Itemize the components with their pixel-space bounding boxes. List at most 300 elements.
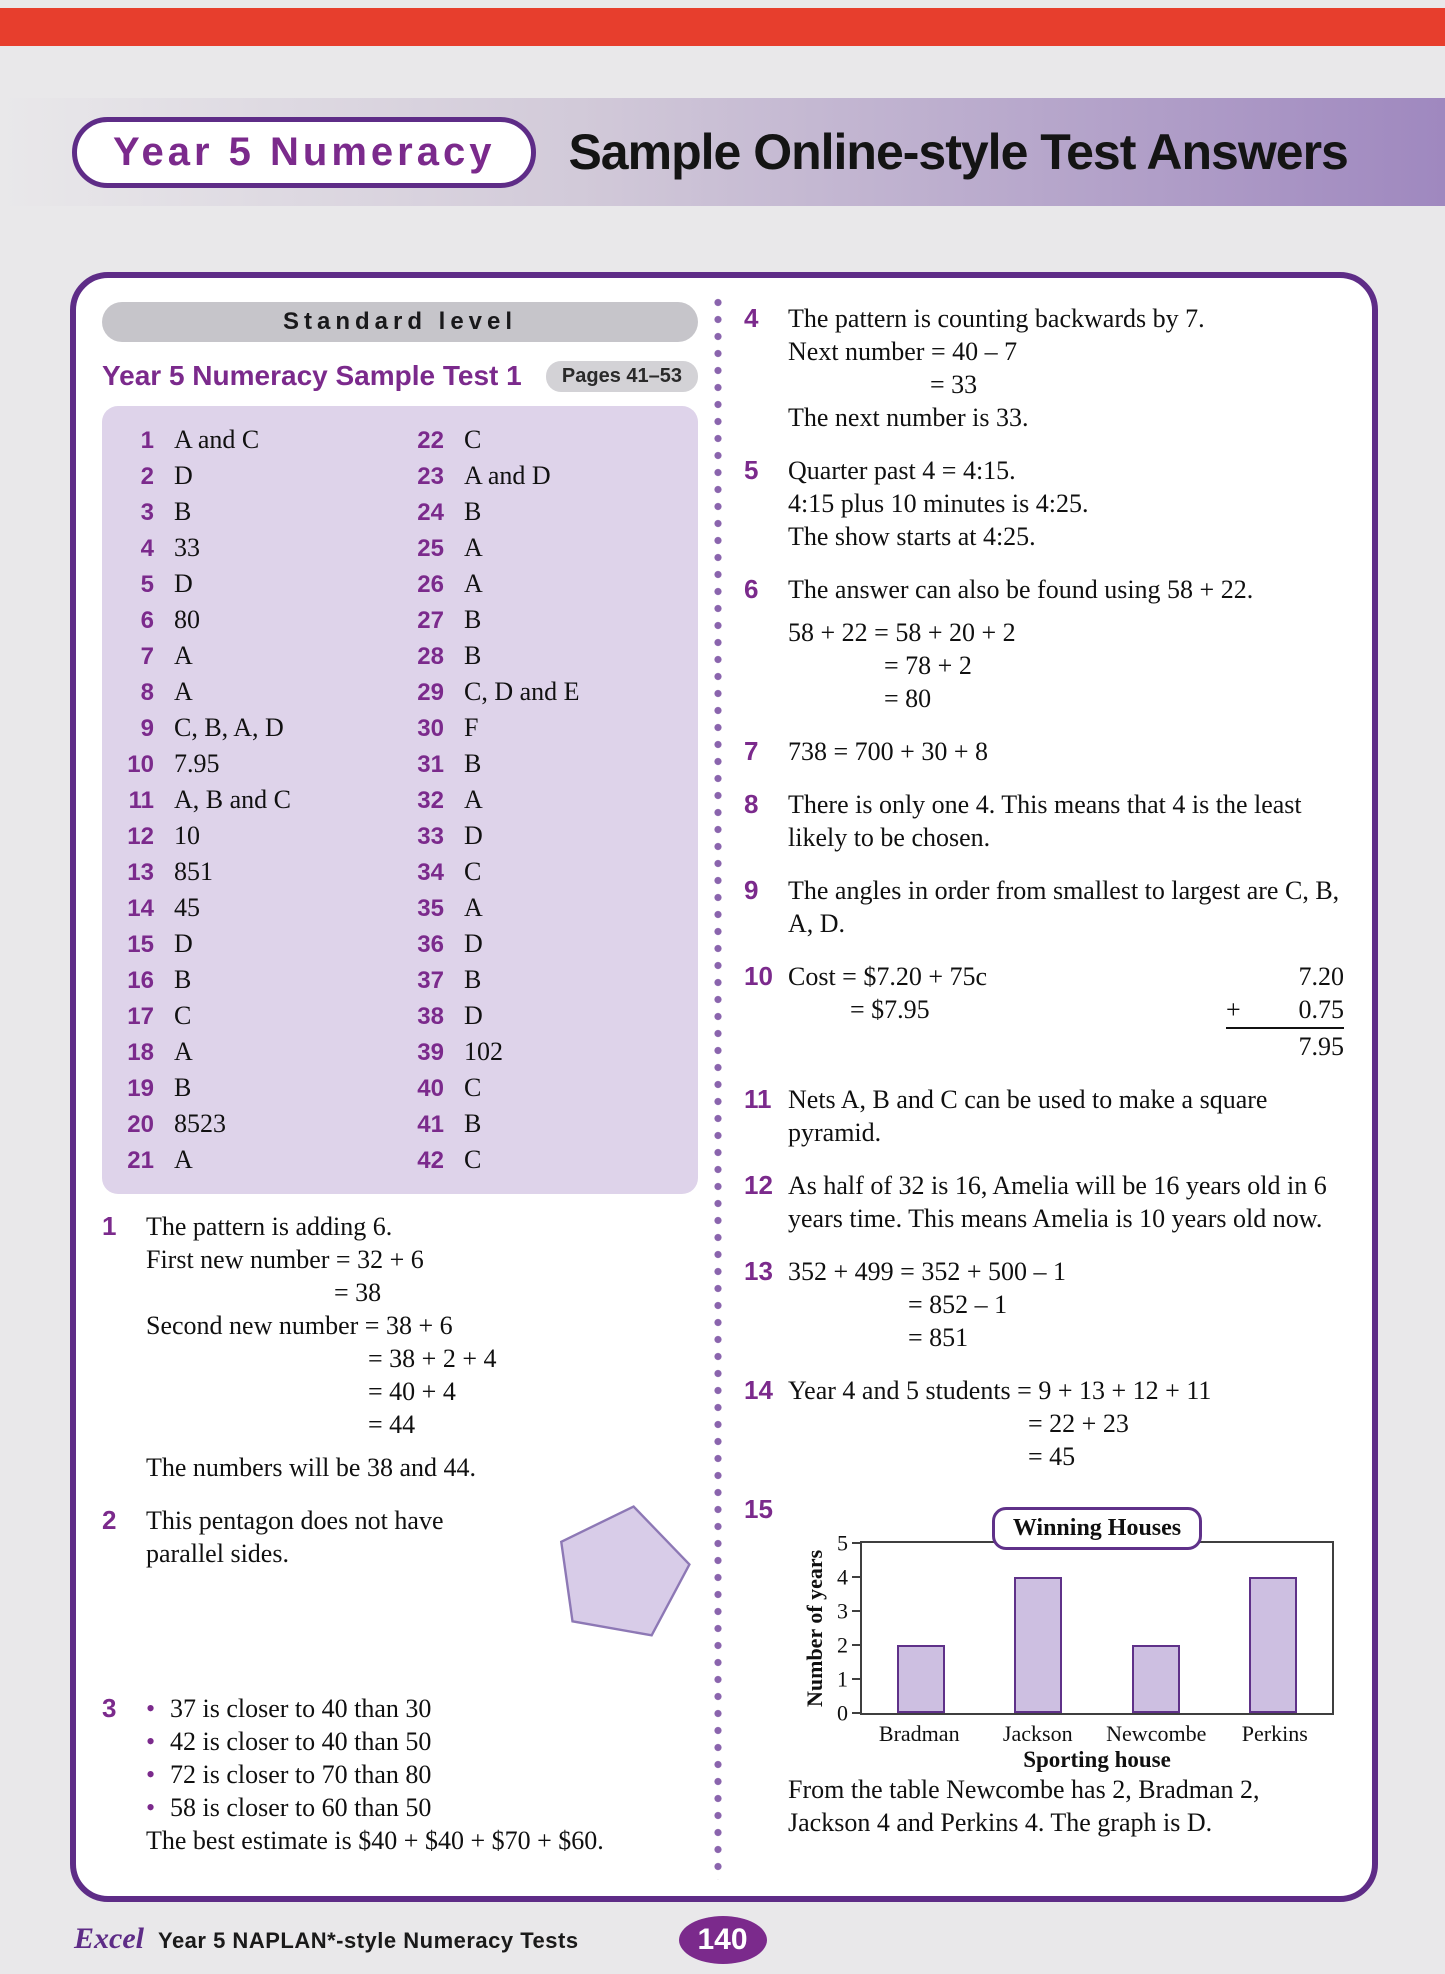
answer-value: 8523	[174, 1109, 226, 1138]
bullet-icon: •	[146, 1793, 156, 1822]
answer-value: D	[174, 569, 193, 598]
chart-plot-area	[837, 1530, 1334, 1726]
addend-2: 0.75	[1298, 995, 1344, 1024]
solution-line	[146, 1342, 698, 1375]
answer-value: B	[464, 605, 482, 634]
solution-10	[744, 960, 1344, 1063]
page-title: Sample Online-style Test Answers	[568, 124, 1348, 180]
answer-number: 10	[127, 751, 154, 778]
solution-line	[146, 1408, 698, 1441]
solution-body	[788, 960, 1344, 1063]
answer-number: 37	[417, 967, 444, 994]
answer-number: 15	[127, 931, 154, 958]
answer-value: B	[174, 965, 192, 994]
answer-number: 39	[417, 1039, 444, 1066]
solution-number: 7	[744, 736, 759, 766]
y-tick-label: 4	[837, 1564, 848, 1590]
answer-value: D	[464, 929, 483, 958]
solution-11	[744, 1083, 1344, 1149]
answer-row	[402, 962, 692, 998]
solution-text: Next number = 40 – 7	[788, 337, 1018, 366]
pentagon-icon	[546, 1496, 698, 1648]
solution-text: = 44	[368, 1410, 416, 1439]
answer-number: 28	[417, 643, 444, 670]
solution-line	[788, 735, 1344, 768]
answer-number: 2	[140, 463, 154, 490]
level-pill: Standard level	[102, 302, 698, 342]
answer-row	[402, 890, 692, 926]
answer-value: B	[464, 497, 482, 526]
pentagon-figure	[546, 1496, 698, 1656]
answer-number: 13	[127, 859, 154, 886]
solution-line	[146, 1725, 698, 1758]
solution-body	[788, 1083, 1344, 1149]
solution-line	[788, 520, 1344, 553]
solution-number: 11	[744, 1084, 772, 1114]
answer-row	[112, 1142, 402, 1178]
solution-body	[788, 1255, 1344, 1354]
answer-row	[402, 638, 692, 674]
answer-row	[112, 890, 402, 926]
series-badge	[72, 117, 536, 188]
cost-working	[788, 960, 1344, 1063]
solution-text: The answer can also be found using 58 + 22.	[788, 575, 1254, 604]
answer-number: 36	[417, 931, 444, 958]
solution-text: 352 + 499 = 352 + 500 – 1	[788, 1257, 1066, 1286]
solution-1	[102, 1210, 698, 1484]
answer-number: 18	[127, 1039, 154, 1066]
solution-body	[146, 1692, 698, 1857]
solution-14	[744, 1374, 1344, 1473]
solution-line	[788, 487, 1344, 520]
answer-number: 26	[417, 571, 444, 598]
answer-row	[112, 638, 402, 674]
answer-row	[112, 1106, 402, 1142]
answer-row	[112, 962, 402, 998]
solution-text: = 38 + 2 + 4	[368, 1344, 497, 1373]
answer-row	[112, 818, 402, 854]
solution-line	[146, 1758, 698, 1791]
solution-body	[788, 788, 1344, 854]
column-addition	[1226, 960, 1344, 1063]
answer-row	[112, 1070, 402, 1106]
answer-value: D	[464, 821, 483, 850]
brand-logo: Excel	[74, 1922, 144, 1955]
answer-number: 9	[140, 715, 154, 742]
solution-text: 4:15 plus 10 minutes is 4:25.	[788, 489, 1089, 518]
answer-number: 38	[417, 1003, 444, 1030]
solution-3	[102, 1692, 698, 1857]
answer-number: 14	[127, 895, 154, 922]
answer-number: 22	[417, 427, 444, 454]
chart-bar	[1249, 1577, 1297, 1713]
test-title-row	[102, 360, 698, 392]
solution-12	[744, 1169, 1344, 1235]
solution-number: 5	[744, 455, 759, 485]
answer-value: C	[464, 1145, 482, 1174]
answer-row	[402, 710, 692, 746]
answer-number: 12	[127, 823, 154, 850]
solution-text: = 45	[1028, 1442, 1076, 1471]
solution-6	[744, 573, 1344, 715]
answer-value: B	[174, 1073, 192, 1102]
chart-bars	[862, 1543, 1332, 1713]
answer-row	[112, 926, 402, 962]
answer-row	[402, 854, 692, 890]
answer-row	[402, 782, 692, 818]
solution-text: The numbers will be 38 and 44.	[146, 1453, 476, 1482]
answer-value: C, B, A, D	[174, 713, 284, 742]
answer-row	[402, 1106, 692, 1142]
solution-body	[788, 1374, 1344, 1473]
answer-number: 19	[127, 1075, 154, 1102]
solution-body	[788, 573, 1344, 715]
answer-row	[112, 602, 402, 638]
y-tick-mark	[852, 1712, 862, 1714]
y-tick-label: 1	[837, 1666, 848, 1692]
solution-text: 58 is closer to 60 than 50	[170, 1793, 432, 1822]
solution-line	[788, 1440, 1344, 1473]
answer-value: B	[174, 497, 192, 526]
solution-number: 6	[744, 574, 759, 604]
solution-body	[788, 735, 1344, 768]
solution-9	[744, 874, 1344, 940]
solution-number: 12	[744, 1170, 773, 1200]
solution-line	[788, 1321, 1344, 1354]
chart-x-axis-label: Sporting house	[1023, 1747, 1171, 1772]
answer-value: 45	[174, 893, 200, 922]
solution-line	[788, 1288, 1344, 1321]
answer-row	[402, 1034, 692, 1070]
answer-number: 8	[140, 679, 154, 706]
answer-value: C	[464, 425, 482, 454]
answer-value: A and C	[174, 425, 260, 454]
answer-number: 33	[417, 823, 444, 850]
solution-body	[788, 302, 1344, 434]
solution-line	[788, 1374, 1344, 1407]
solution-7	[744, 735, 1344, 768]
solution-text: = 80	[884, 684, 932, 713]
answer-value: 102	[464, 1037, 503, 1066]
solution-body	[146, 1210, 698, 1484]
solution-number: 14	[744, 1375, 773, 1405]
answers-column-1	[112, 422, 402, 1178]
test-title: Year 5 Numeracy Sample Test 1	[102, 360, 522, 391]
answer-row	[112, 854, 402, 890]
footer-text: Year 5 NAPLAN*-style Numeracy Tests	[157, 1928, 579, 1953]
solution-text: 37 is closer to 40 than 30	[170, 1694, 432, 1723]
solution-line	[146, 1791, 698, 1824]
solution-15	[744, 1493, 1344, 1839]
solution-text: 42 is closer to 40 than 50	[170, 1727, 432, 1756]
answer-row	[402, 1070, 692, 1106]
solution-text: = 38	[334, 1278, 382, 1307]
answer-number: 34	[417, 859, 444, 886]
solution-number: 4	[744, 303, 759, 333]
answer-number: 40	[417, 1075, 444, 1102]
answer-row	[402, 746, 692, 782]
solution-line	[146, 1276, 698, 1309]
answer-value: D	[464, 1001, 483, 1030]
cost-equations	[788, 960, 1226, 1026]
y-tick-mark	[852, 1678, 862, 1680]
solution-line	[788, 1407, 1344, 1440]
solution-line	[788, 1773, 1344, 1839]
answer-row	[112, 674, 402, 710]
solution-line	[788, 616, 1344, 649]
solution-line	[788, 1083, 1344, 1149]
answer-value: A	[464, 533, 483, 562]
solution-line	[788, 302, 1344, 335]
solution-text: Nets A, B and C can be used to make a square pyramid.	[788, 1085, 1268, 1147]
chart-bar	[1014, 1577, 1062, 1713]
answer-number: 21	[127, 1147, 154, 1174]
answer-number: 42	[417, 1147, 444, 1174]
answer-row	[402, 818, 692, 854]
answer-value: B	[464, 749, 482, 778]
right-column	[744, 302, 1344, 1859]
x-category-label: Perkins	[1241, 1721, 1308, 1746]
answer-value: A	[174, 641, 193, 670]
answer-row	[402, 998, 692, 1034]
x-category-label: Jackson	[1002, 1721, 1073, 1746]
answer-value: B	[464, 965, 482, 994]
answer-number: 7	[140, 643, 154, 670]
solution-line	[146, 1243, 698, 1276]
solution-5	[744, 454, 1344, 553]
y-tick-label: 0	[837, 1700, 848, 1726]
answer-number: 4	[140, 535, 154, 562]
solution-line	[788, 368, 1344, 401]
chart-title-row	[860, 1507, 1334, 1550]
solution-line	[788, 573, 1344, 606]
y-tick-mark	[852, 1610, 862, 1612]
solution-text: = 22 + 23	[1028, 1409, 1129, 1438]
chart-bar	[1132, 1645, 1180, 1713]
y-tick-mark	[852, 1644, 862, 1646]
solution-line	[788, 401, 1344, 434]
solution-8	[744, 788, 1344, 854]
answer-number: 6	[140, 607, 154, 634]
solution-line	[146, 1451, 698, 1484]
answer-row	[402, 530, 692, 566]
bullet-icon: •	[146, 1727, 156, 1756]
solution-text: = 40 + 4	[368, 1377, 456, 1406]
answer-number: 35	[417, 895, 444, 922]
addend-2-row	[1226, 993, 1344, 1029]
content-box	[70, 272, 1378, 1902]
footer	[74, 1922, 579, 1956]
solution-text: 738 = 700 + 30 + 8	[788, 737, 988, 766]
solution-text: From the table Newcombe has 2, Bradman 2, Jackson 4 and Perkins 4. The graph is D.	[788, 1775, 1260, 1837]
answer-number: 32	[417, 787, 444, 814]
answer-number: 30	[417, 715, 444, 742]
top-red-strip	[0, 8, 1445, 46]
answer-row	[112, 566, 402, 602]
answer-row	[112, 710, 402, 746]
solution-text: The best estimate is $40 + $40 + $70 + $60.	[146, 1826, 604, 1855]
answer-number: 20	[127, 1111, 154, 1138]
answer-value: 33	[174, 533, 200, 562]
plus-sign: +	[1226, 995, 1241, 1024]
bullet-icon: •	[146, 1694, 156, 1723]
solution-13	[744, 1255, 1344, 1354]
answer-row	[112, 998, 402, 1034]
answer-number: 25	[417, 535, 444, 562]
answer-value: A	[464, 785, 483, 814]
answer-row	[402, 926, 692, 962]
solution-text: = 78 + 2	[884, 651, 972, 680]
solution-text: The angles in order from smallest to largest are C, B, A, D.	[788, 876, 1340, 938]
answer-row	[402, 674, 692, 710]
winning-houses-chart	[788, 1495, 1344, 1773]
solution-4	[744, 302, 1344, 434]
solution-text: As half of 32 is 16, Amelia will be 16 years old in 6 years time. This means Amelia is 10 years old now.	[788, 1171, 1327, 1233]
answer-number: 27	[417, 607, 444, 634]
y-tick-label: 2	[837, 1632, 848, 1658]
solution-text: The pattern is adding 6.	[146, 1212, 393, 1241]
solution-line	[146, 1504, 526, 1570]
answer-value: B	[464, 1109, 482, 1138]
answer-row	[402, 494, 692, 530]
answer-number: 31	[417, 751, 444, 778]
solution-text: = 851	[908, 1323, 969, 1352]
answer-number: 3	[140, 499, 154, 526]
solution-line	[788, 649, 1344, 682]
answer-number: 24	[417, 499, 444, 526]
solution-text: The pattern is counting backwards by 7.	[788, 304, 1205, 333]
answer-row	[112, 1034, 402, 1070]
solution-number: 2	[102, 1505, 117, 1535]
x-category-label: Newcombe	[1106, 1721, 1207, 1746]
x-axis-categories	[860, 1717, 1334, 1746]
chart-bar	[897, 1645, 945, 1713]
answer-row	[402, 422, 692, 458]
answer-row	[112, 782, 402, 818]
solution-number: 10	[744, 961, 773, 991]
answer-row	[112, 458, 402, 494]
solution-line	[146, 1824, 698, 1857]
answer-value: F	[464, 713, 479, 742]
solution-text: = 852 – 1	[908, 1290, 1008, 1319]
answer-value: 80	[174, 605, 200, 634]
answer-number: 1	[140, 427, 154, 454]
answer-value: A	[174, 677, 193, 706]
answer-value: C, D and E	[464, 677, 580, 706]
answer-number: 41	[417, 1111, 444, 1138]
solution-text: 58 + 22 = 58 + 20 + 2	[788, 618, 1016, 647]
answer-number: 5	[140, 571, 154, 598]
bullet-icon: •	[146, 1760, 156, 1789]
pages-pill: Pages 41–53	[546, 361, 698, 392]
chart-title: Winning Houses	[992, 1507, 1202, 1550]
answers-column-2	[402, 422, 692, 1178]
solution-text: Year 4 and 5 students = 9 + 13 + 12 + 11	[788, 1376, 1212, 1405]
x-category-label: Bradman	[878, 1721, 960, 1746]
solution-text: First new number = 32 + 6	[146, 1245, 424, 1274]
answer-number: 11	[128, 787, 154, 814]
solution-line	[788, 682, 1344, 715]
answer-row	[112, 494, 402, 530]
solution-body	[788, 1169, 1344, 1235]
solution-body	[788, 874, 1344, 940]
answer-value: B	[464, 641, 482, 670]
solution-text: The show starts at 4:25.	[788, 522, 1036, 551]
page-number: 140	[697, 1923, 748, 1956]
answer-number: 17	[127, 1003, 154, 1030]
solution-line	[146, 1210, 698, 1243]
page-number-badge	[679, 1916, 767, 1964]
cost-line-1: Cost = $7.20 + 75c	[788, 962, 988, 991]
answer-number: 16	[127, 967, 154, 994]
answer-row	[112, 746, 402, 782]
solution-line	[788, 1255, 1344, 1288]
solution-number: 8	[744, 789, 759, 819]
answer-value: A	[464, 569, 483, 598]
answer-value: A	[174, 1037, 193, 1066]
y-tick-mark	[852, 1576, 862, 1578]
answer-value: 7.95	[174, 749, 220, 778]
answer-value: C	[464, 857, 482, 886]
y-tick-label: 3	[837, 1598, 848, 1624]
answer-number: 23	[417, 463, 444, 490]
solution-body	[146, 1504, 698, 1672]
series-badge-label: Year 5 Numeracy	[113, 129, 496, 174]
answer-row	[402, 566, 692, 602]
answer-value: 10	[174, 821, 200, 850]
left-column	[102, 302, 698, 1877]
answer-value: D	[174, 461, 193, 490]
answer-value: A	[464, 893, 483, 922]
solution-number: 9	[744, 875, 759, 905]
chart-y-axis-label: Number of years	[802, 1549, 827, 1707]
header-band	[0, 98, 1445, 206]
solutions-left	[102, 1210, 698, 1857]
solution-number: 13	[744, 1256, 773, 1286]
solution-number: 1	[102, 1211, 117, 1241]
solution-line	[788, 335, 1344, 368]
solution-text: There is only one 4. This means that 4 is the least likely to be chosen.	[788, 790, 1302, 852]
solution-number: 15	[744, 1494, 773, 1524]
solutions-right	[744, 302, 1344, 1839]
solution-text: 72 is closer to 70 than 80	[170, 1760, 432, 1789]
answer-value: D	[174, 929, 193, 958]
solution-body	[788, 454, 1344, 553]
column-divider	[713, 294, 723, 1880]
addend-1: 7.20	[1298, 962, 1344, 991]
y-tick-label: 5	[837, 1530, 848, 1556]
solution-line	[146, 1375, 698, 1408]
solution-line	[146, 1309, 698, 1342]
solution-body	[788, 1493, 1344, 1839]
solution-text: This pentagon does not have parallel sides.	[146, 1506, 444, 1568]
answers-panel	[102, 406, 698, 1194]
answer-row	[112, 530, 402, 566]
solution-text: The next number is 33.	[788, 403, 1029, 432]
solution-text: Quarter past 4 = 4:15.	[788, 456, 1016, 485]
sum: 7.95	[1298, 1032, 1344, 1061]
answer-value: 851	[174, 857, 213, 886]
answer-value: C	[464, 1073, 482, 1102]
answer-value: C	[174, 1001, 192, 1030]
answer-row	[402, 602, 692, 638]
answer-row	[402, 458, 692, 494]
solution-2	[102, 1504, 698, 1672]
answer-row	[402, 1142, 692, 1178]
solution-text: Second new number = 38 + 6	[146, 1311, 453, 1340]
answer-row	[112, 422, 402, 458]
answer-number: 29	[417, 679, 444, 706]
